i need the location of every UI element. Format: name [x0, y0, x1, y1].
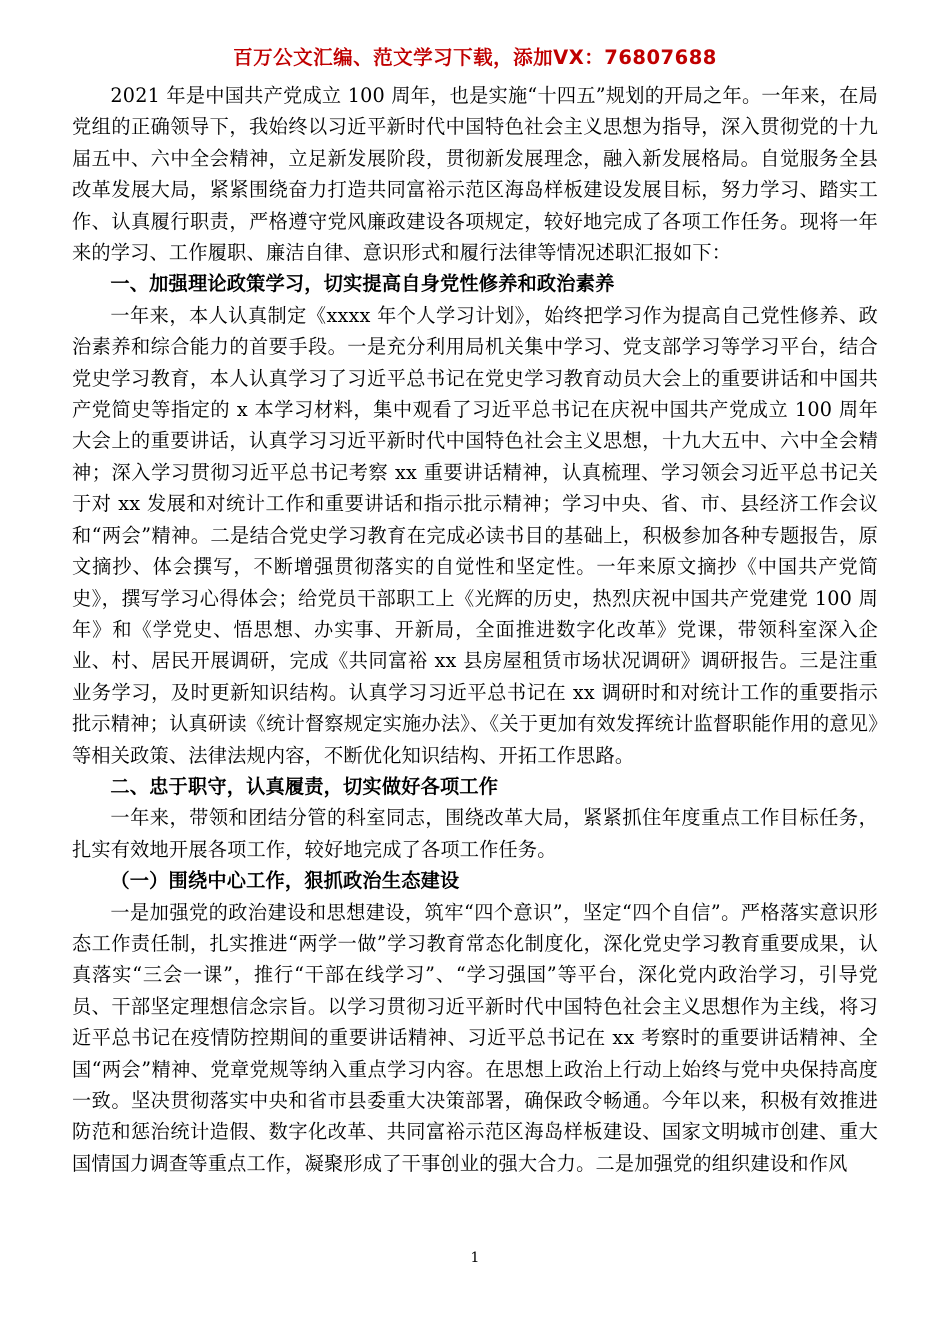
promo-banner: 百万公文汇编、范文学习下载，添加VX：76807688 [233, 46, 717, 69]
page-number: 1 [470, 1250, 480, 1266]
subsection-heading-1: （一）围绕中心工作，狠抓政治生态建设 [110, 869, 460, 893]
paragraph-section-2: 一年来，带领和团结分管的科室同志，围绕改革大局，紧紧抓住年度重点工作目标任务，扎实有效地开展各项工作，较好地完成了各项工作任务。 [72, 806, 878, 861]
paragraph-section-1: 一年来，本人认真制定《xxxx 年个人学习计划》，始终把学习作为提高自己党性修养、政治素养和综合能力的首要手段。一是充分利用局机关集中学习、党支部学习等学习平台，结合党史学习教育，本人认真学习了习近平总书记在党史学习教育动员大会上的重要讲话和中国共产党简史等指定的 x 本学习材料，集中观看了习近平总书记在庆祝中国共产党成立 100 周年大会上的重要讲话，认真学习习近平新时代中国特色社会主义思想，十九大五中、六中全会精神；深入学习贯彻习近平总书记考察 xx 重要讲话精神，认真梳理、学习领会习近平总书记关于对 xx 发展和对统计工作和重要讲话和指示批示精神；学习中央、省、市、县经济工作会议和“两会”精神。二是结合党史学习教育在完成必读书目的基础上，积极参加各种专题报告，原文摘抄、体会撰写，不断增强贯彻落实的自觉性和坚定性。一年来原文摘抄《中国共产党简史》，撰写学习心得体会；给党员干部职工上《光辉的历史，热烈庆祝中国共产党建党 100 周年》和《学党史、悟思想、办实事、开新局，全面推进数字化改革》党课，带领科室深入企业、村、居民开展调研，完成《共同富裕 xx 县房屋租赁市场状况调研》调研报告。三是注重业务学习，及时更新知识结构。认真学习习近平总书记在 xx 调研时和对统计工作的重要指示批示精神；认真研读《统计督察规定实施办法》、《关于更加有效发挥统计监督职能作用的意见》等相关政策、法律法规内容，不断优化知识结构、开拓工作思路。 [72, 303, 878, 767]
document-body [72, 80, 878, 1179]
section-heading-2: 二、忠于职守，认真履责，切实做好各项工作 [110, 774, 499, 798]
section-heading-1: 一、加强理论政策学习，切实提高自身党性修养和政治素养 [110, 272, 615, 296]
paragraph-subsection-1: 一是加强党的政治建设和思想建设，筑牢“四个意识”，坚定“四个自信”。严格落实意识形态工作责任制，扎实推进“两学一做”学习教育常态化制度化，深化党史学习教育重要成果，认真落实“三会一课”，推行“干部在线学习”、“学习强国”等平台，深化党内政治学习，引导党员、干部坚定理想信念宗旨。以学习贯彻习近平新时代中国特色社会主义思想作为主线，将习近平总书记在疫情防控期间的重要讲话精神、习近平总书记在 xx 考察时的重要讲话精神、全国“两会”精神、党章党规等纳入重点学习内容。在思想上政治上行动上始终与党中央保持高度一致。坚决贯彻落实中央和省市县委重大决策部署，确保政令畅通。今年以来，积极有效推进防范和惩治统计造假、数字化改革、共同富裕示范区海岛样板建设、国家文明城市创建、重大国情国力调查等重点工作，凝聚形成了干事创业的强大合力。二是加强党的组织建设和作风 [72, 900, 878, 1175]
paragraph-intro: 2021 年是中国共产党成立 100 周年，也是实施“十四五”规划的开局之年。一年来，在局党组的正确领导下，我始终以习近平新时代中国特色社会主义思想为指导，深入贯彻党的十九届五中、六中全会精神，立足新发展阶段，贯彻新发展理念，融入新发展格局。自觉服务全县改革发展大局，紧紧围绕奋力打造共同富裕示范区海岛样板建设发展目标，努力学习、踏实工作、认真履行职责，严格遵守党风廉政建设各项规定，较好地完成了各项工作任务。现将一年来的学习、工作履职、廉洁自律、意识形式和履行法律等情况述职汇报如下： [72, 84, 878, 265]
